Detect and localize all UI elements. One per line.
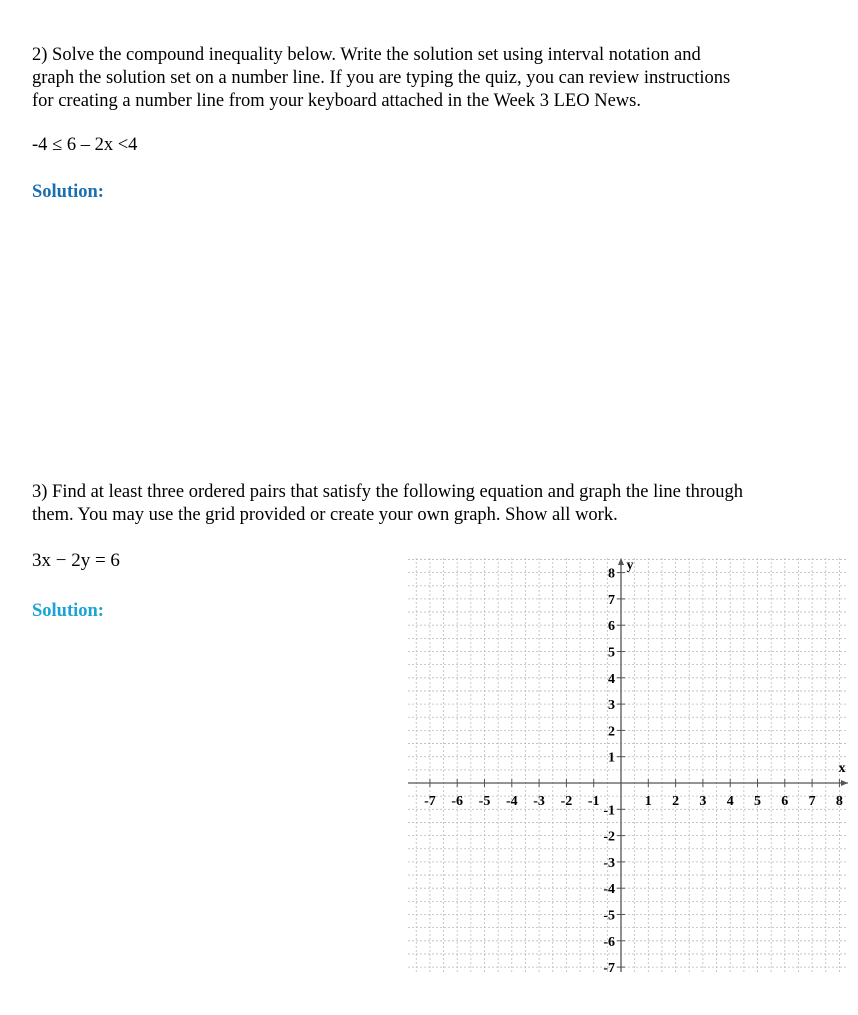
x-tick-label: 4 <box>726 794 734 809</box>
y-tick-label: 1 <box>608 750 615 766</box>
x-tick-label: -5 <box>478 794 491 809</box>
x-axis-arrow-icon <box>841 780 848 786</box>
x-tick-label: 2 <box>672 794 680 809</box>
compound-inequality: -4 ≤ 6 – 2x <4 <box>32 135 138 155</box>
y-tick-label: 5 <box>608 645 615 661</box>
y-tick-label: 3 <box>608 698 615 714</box>
y-axis-arrow-icon <box>618 558 624 565</box>
x-tick-label: -3 <box>533 794 545 809</box>
question-2-line-3: for creating a number line from your keyboard attached in the Week 3 LEO News. <box>32 91 641 111</box>
x-tick-label: 8 <box>835 794 843 809</box>
y-tick-label: 4 <box>608 671 615 687</box>
question-2-line-2: graph the solution set on a number line. If you are typing the quiz, you can review instructions <box>32 68 731 88</box>
x-tick-label: 5 <box>754 794 761 809</box>
y-tick-label: -7 <box>603 961 615 977</box>
y-tick-label: -3 <box>603 855 615 871</box>
y-tick-label: -1 <box>603 803 615 819</box>
x-axis-label: x <box>838 761 846 776</box>
linear-equation: 3x − 2y = 6 <box>32 550 120 571</box>
y-tick-label: -4 <box>603 882 615 898</box>
y-tick-label: -5 <box>603 908 615 924</box>
solution-label-question-3: Solution: <box>32 601 104 621</box>
x-tick-label: -6 <box>451 794 464 809</box>
y-tick-label: -6 <box>603 934 615 950</box>
question-3-line-1: 3) Find at least three ordered pairs that satisfy the following equation and graph the line through <box>32 482 744 502</box>
y-tick-label: 7 <box>608 592 615 608</box>
x-tick-label: -1 <box>587 794 600 809</box>
solution-label-question-2: Solution: <box>32 182 104 202</box>
y-tick-label: 6 <box>608 619 615 635</box>
x-tick-label: 6 <box>781 794 789 809</box>
x-tick-label: 3 <box>699 794 707 809</box>
x-tick-label: -4 <box>505 794 518 809</box>
y-tick-label: -2 <box>603 829 615 845</box>
x-tick-label: -7 <box>424 794 436 809</box>
question-3-line-2: them. You may use the grid provided or create your own graph. Show all work. <box>32 505 618 525</box>
y-tick-label: 8 <box>608 566 615 582</box>
question-2-line-1: 2) Solve the compound inequality below. Write the solution set using interval notation and <box>32 45 701 65</box>
x-tick-label: 7 <box>808 794 816 809</box>
x-tick-label: 1 <box>644 794 652 809</box>
y-axis-label: y <box>626 558 634 573</box>
x-tick-label: -2 <box>560 794 573 809</box>
y-tick-label: 2 <box>608 724 615 740</box>
